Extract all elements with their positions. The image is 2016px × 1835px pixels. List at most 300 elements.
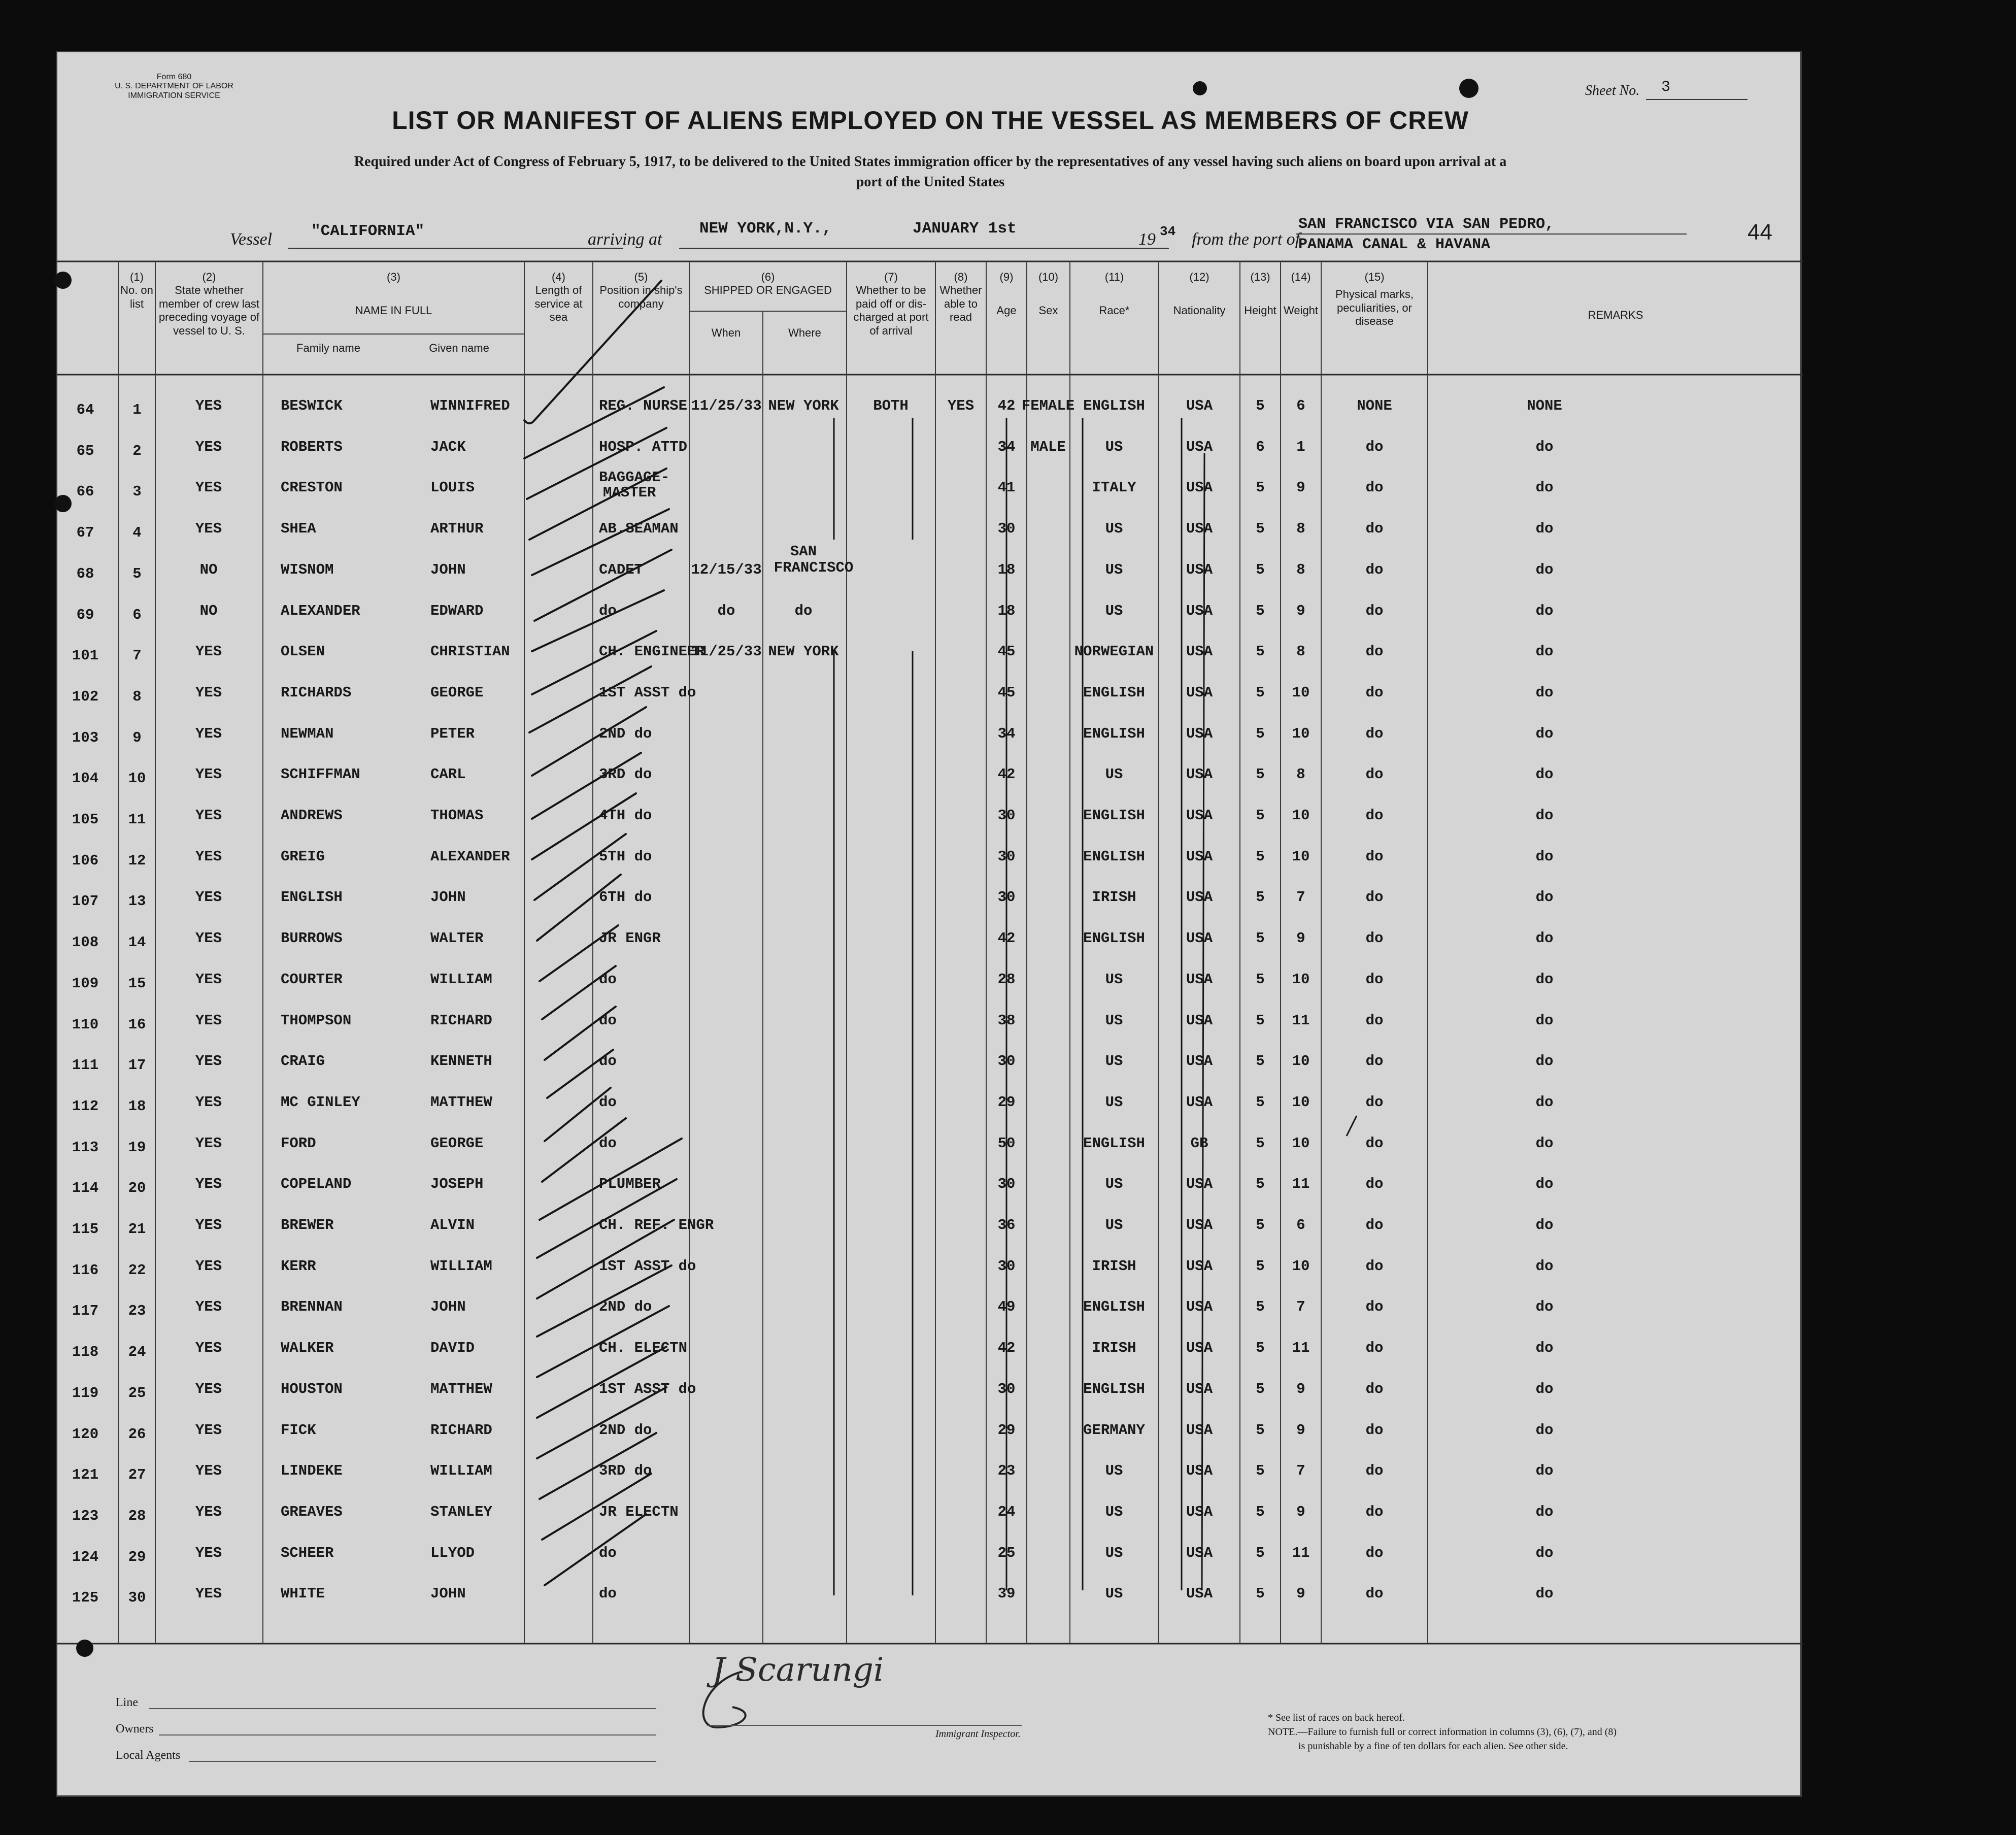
cell-marks: do xyxy=(1365,438,1384,455)
cell-ht: 5 xyxy=(1256,1176,1265,1193)
cell-ref: 107 xyxy=(72,893,99,910)
cell-ht: 5 xyxy=(1256,1503,1265,1520)
cell-ref: 64 xyxy=(76,402,94,418)
cell-age: 34 xyxy=(997,438,1016,455)
cell-pos: CADET xyxy=(599,561,644,578)
cell-race: US xyxy=(1105,1503,1123,1520)
cell-wt: 9 xyxy=(1296,1421,1305,1439)
cell-ref: 65 xyxy=(76,442,94,459)
cell-given: JOHN xyxy=(430,1585,466,1603)
cell-pos: 6TH do xyxy=(599,889,652,906)
cell-prev: YES xyxy=(195,1544,222,1561)
cell-where: do xyxy=(794,602,813,619)
cell-marks: do xyxy=(1365,1093,1384,1111)
cell-no: 16 xyxy=(128,1016,146,1033)
cell-nat: USA xyxy=(1186,643,1213,660)
arrival-date: JANUARY 1st xyxy=(913,220,1017,238)
cell-pos: do xyxy=(599,971,617,988)
cell-race: IRISH xyxy=(1092,1257,1136,1275)
cell-given: JACK xyxy=(430,438,466,455)
col-7-title: Whether to be paid off or dis-charged at port of arrival xyxy=(853,284,929,337)
col-8-number: (8) xyxy=(954,271,968,283)
cell-given: CARL xyxy=(430,766,466,783)
year-suffix: 34 xyxy=(1160,224,1176,239)
cell-age: 30 xyxy=(997,848,1016,865)
cell-ref: 118 xyxy=(72,1344,99,1361)
cell-wt: 9 xyxy=(1296,479,1305,496)
cell-remarks: do xyxy=(1535,1380,1554,1397)
footnote-penalty-1: NOTE.—Failure to furnish full or correct information in columns (3), (6), (7), and (8) xyxy=(1268,1726,1617,1738)
cell-pos: do xyxy=(599,1544,617,1561)
cell-when: 11/25/33 xyxy=(691,397,762,414)
cell-nat: USA xyxy=(1186,1257,1213,1275)
cell-prev: YES xyxy=(195,889,222,906)
cell-no: 5 xyxy=(132,565,142,582)
cell-wt: 6 xyxy=(1296,1217,1305,1233)
cell-ht: 5 xyxy=(1256,684,1265,701)
cell-age: 42 xyxy=(997,1340,1016,1357)
departure-port-line-1: SAN FRANCISCO VIA SAN PEDRO, xyxy=(1298,216,1555,233)
col-7-number: (7) xyxy=(884,271,898,283)
cell-nat: USA xyxy=(1186,807,1213,824)
cell-no: 20 xyxy=(128,1180,146,1197)
cell-family: MC GINLEY xyxy=(281,1093,360,1111)
cell-wt: 11 xyxy=(1292,1176,1310,1193)
cell-nat: USA xyxy=(1186,889,1213,906)
cell-given: MATTHEW xyxy=(430,1380,492,1397)
cell-family: WISNOM xyxy=(281,561,334,578)
cell-ref: 102 xyxy=(72,688,99,705)
cell-marks: do xyxy=(1365,684,1384,701)
cell-given: LLYOD xyxy=(430,1544,475,1561)
arrival-port: NEW YORK,N.Y., xyxy=(699,220,832,238)
cell-no: 7 xyxy=(132,647,142,664)
cell-sex: MALE xyxy=(1030,438,1066,455)
cell-given: LOUIS xyxy=(430,479,475,496)
punch-hole xyxy=(1459,79,1479,98)
cell-no: 9 xyxy=(132,729,142,746)
punch-hole xyxy=(1193,81,1207,95)
cell-ref: 117 xyxy=(72,1303,99,1320)
department-name: U. S. DEPARTMENT OF LABOR xyxy=(115,82,233,91)
cell-ref: 103 xyxy=(72,729,99,746)
cell-no: 28 xyxy=(128,1507,146,1524)
cell-remarks: do xyxy=(1535,643,1554,660)
cell-marks: do xyxy=(1365,643,1384,660)
cell-given: WALTER xyxy=(430,930,484,947)
cell-prev: YES xyxy=(195,930,222,947)
cell-ref: 67 xyxy=(76,524,94,542)
cell-wt: 9 xyxy=(1296,602,1305,619)
cell-remarks: do xyxy=(1535,725,1554,742)
col-15-number: (15) xyxy=(1364,271,1385,283)
cell-given: MATTHEW xyxy=(430,1093,492,1111)
cell-no: 8 xyxy=(132,688,142,705)
col-11-title: Race* xyxy=(1099,304,1130,317)
cell-remarks: do xyxy=(1535,1462,1554,1480)
cell-wt: 7 xyxy=(1296,889,1305,906)
cell-nat: USA xyxy=(1186,971,1213,988)
col-2-header xyxy=(156,271,262,338)
cell-family: ANDREWS xyxy=(281,807,343,824)
cell-nat: USA xyxy=(1186,1093,1213,1111)
cell-wt: 6 xyxy=(1296,397,1305,414)
manifest-subtitle-2: port of the United States xyxy=(856,174,1005,190)
cell-family: KERR xyxy=(281,1257,316,1275)
cell-prev: YES xyxy=(195,725,222,742)
cell-prev: YES xyxy=(195,684,222,701)
col-1-header xyxy=(118,271,155,311)
form-number: Form 680 xyxy=(156,73,192,81)
cell-no: 12 xyxy=(128,852,146,869)
cell-no: 14 xyxy=(128,934,146,951)
cell-given: JOSEPH xyxy=(430,1176,484,1193)
col-6-header xyxy=(689,271,847,297)
inspector-label: Immigrant Inspector. xyxy=(935,1728,1021,1740)
cell-marks: do xyxy=(1365,1380,1384,1397)
col-13-number: (13) xyxy=(1250,271,1270,283)
cell-remarks: do xyxy=(1535,1135,1554,1152)
cell-remarks: do xyxy=(1535,1421,1554,1439)
cell-given: JOHN xyxy=(430,1298,466,1316)
cell-wt: 10 xyxy=(1292,1053,1310,1070)
cell-marks: do xyxy=(1365,889,1384,906)
cell-ht: 5 xyxy=(1256,1544,1265,1561)
footnote-penalty-2: is punishable by a fine of ten dollars for each alien. See other side. xyxy=(1298,1741,1568,1752)
cell-marks: do xyxy=(1365,971,1384,988)
cell-ht: 5 xyxy=(1256,397,1265,414)
cell-wt: 10 xyxy=(1292,1093,1310,1111)
cell-age: 30 xyxy=(997,1053,1016,1070)
cell-race: US xyxy=(1105,438,1123,455)
cell-marks: do xyxy=(1365,1217,1384,1233)
cell-ht: 5 xyxy=(1256,1585,1265,1603)
cell-ref: 120 xyxy=(72,1425,99,1443)
cell-no: 23 xyxy=(128,1303,146,1320)
cell-given: STANLEY xyxy=(430,1503,492,1520)
cell-marks: do xyxy=(1365,1544,1384,1561)
cell-prev: YES xyxy=(195,971,222,988)
cell-pos: BAGGAGE- xyxy=(599,469,670,486)
col-6-number: (6) xyxy=(761,271,775,283)
cell-ht: 5 xyxy=(1256,1093,1265,1111)
cell-nat: USA xyxy=(1186,1053,1213,1070)
cell-ref: 113 xyxy=(72,1139,99,1156)
cell-pos: 1ST ASST do xyxy=(599,1380,696,1397)
cell-family: RICHARDS xyxy=(281,684,352,701)
cell-ref: 104 xyxy=(72,770,99,787)
cell-remarks: do xyxy=(1535,602,1554,619)
cell-pos: 2ND do xyxy=(599,1421,652,1439)
col-4-title: Length of service at sea xyxy=(534,284,583,324)
cell-ht: 6 xyxy=(1256,438,1265,455)
cell-given: KENNETH xyxy=(430,1053,492,1070)
cell-pos: 2ND do xyxy=(599,725,652,742)
cell-family: OLSEN xyxy=(281,643,325,660)
cell-ref: 119 xyxy=(72,1384,99,1402)
cell-prev: YES xyxy=(195,438,222,455)
cell-nat: USA xyxy=(1186,1462,1213,1480)
cell-wt: 11 xyxy=(1292,1340,1310,1357)
cell-ref: 112 xyxy=(72,1097,99,1115)
cell-pos: do xyxy=(599,602,617,619)
cell-prev: YES xyxy=(195,1298,222,1316)
cell-pos: do xyxy=(599,1053,617,1070)
cell-wt: 7 xyxy=(1296,1298,1305,1316)
cell-prev: YES xyxy=(195,1217,222,1233)
vessel-label: Vessel xyxy=(230,230,273,249)
col-14-header xyxy=(1282,271,1320,318)
cell-prev: NO xyxy=(199,602,218,619)
cell-age: 45 xyxy=(997,643,1016,660)
cell-pos: 2ND do xyxy=(599,1298,652,1316)
cell-marks: do xyxy=(1365,930,1384,947)
cell-prev: YES xyxy=(195,766,222,783)
cell-race: IRISH xyxy=(1092,889,1136,906)
cell-no: 11 xyxy=(128,811,146,828)
cell-remarks: do xyxy=(1535,807,1554,824)
cell-pos: CH. ELECTN xyxy=(599,1340,688,1357)
cell-ht: 5 xyxy=(1256,561,1265,578)
cell-age: 30 xyxy=(997,889,1016,906)
cell-ht: 5 xyxy=(1256,1340,1265,1357)
cell-ht: 5 xyxy=(1256,602,1265,619)
cell-ref: 106 xyxy=(72,852,99,869)
cell-marks: do xyxy=(1365,1257,1384,1275)
cell-pos: CH. ENGINEER xyxy=(599,643,705,660)
cell-given: WILLIAM xyxy=(430,971,492,988)
cell-family: HOUSTON xyxy=(281,1380,343,1397)
cell-nat: USA xyxy=(1186,930,1213,947)
vessel-name: "CALIFORNIA" xyxy=(311,222,425,240)
cell-age: 18 xyxy=(997,602,1016,619)
cell-no: 6 xyxy=(132,606,142,623)
cell-nat: USA xyxy=(1186,1380,1213,1397)
cell-family: NEWMAN xyxy=(281,725,334,742)
cell-pos: do xyxy=(599,1135,617,1152)
cell-given: CHRISTIAN xyxy=(430,643,510,660)
cell-race: US xyxy=(1105,520,1123,538)
cell-no: 2 xyxy=(132,442,142,459)
cell-race: ENGLISH xyxy=(1083,807,1145,824)
cell-ht: 5 xyxy=(1256,1012,1265,1029)
cell-remarks: do xyxy=(1535,1503,1554,1520)
cell-remarks: do xyxy=(1535,479,1554,496)
departure-port-line-2: PANAMA CANAL & HAVANA xyxy=(1298,236,1491,253)
cell-family: CRAIG xyxy=(281,1053,325,1070)
cell-paid: BOTH xyxy=(873,397,909,414)
cell-ht: 5 xyxy=(1256,1462,1265,1480)
cell-age: 34 xyxy=(997,725,1016,742)
cell-family: SHEA xyxy=(281,520,316,538)
col-1-number: (1) xyxy=(130,271,144,283)
cell-race: ENGLISH xyxy=(1083,848,1145,865)
cell-ref: 121 xyxy=(72,1466,99,1484)
cell-nat: USA xyxy=(1186,1544,1213,1561)
cell-given: ALVIN xyxy=(430,1217,475,1233)
col-1-title: No. on list xyxy=(120,284,153,310)
inspector-rule xyxy=(707,1725,1022,1726)
cell-nat: USA xyxy=(1186,725,1213,742)
col-5-title: Position in ship's company xyxy=(599,284,683,310)
cell-ht: 5 xyxy=(1256,1135,1265,1152)
inspector-signature: J Scarungi xyxy=(712,1651,884,1689)
cell-no: 15 xyxy=(128,975,146,992)
cell-race: GERMANY xyxy=(1083,1421,1145,1439)
cell-remarks: do xyxy=(1535,889,1554,906)
cell-ref: 110 xyxy=(72,1016,99,1033)
cell-wt: 10 xyxy=(1292,971,1310,988)
cell-wt: 10 xyxy=(1292,807,1310,824)
cell-nat: GB xyxy=(1190,1135,1208,1152)
cell-pos: do xyxy=(599,1585,617,1603)
cell-race: ENGLISH xyxy=(1083,1380,1145,1397)
cell-prev: YES xyxy=(195,643,222,660)
cell-no: 10 xyxy=(128,770,146,787)
cell-no: 29 xyxy=(128,1548,146,1565)
cell-age: 25 xyxy=(997,1544,1016,1561)
manifest-sheet xyxy=(56,51,1802,1797)
cell-age: 45 xyxy=(997,684,1016,701)
cell-marks: do xyxy=(1365,766,1384,783)
line-rule xyxy=(149,1708,656,1709)
cell-age: 49 xyxy=(997,1298,1016,1316)
cell-wt: 9 xyxy=(1296,1585,1305,1603)
cell-prev: YES xyxy=(195,1135,222,1152)
cell-when: 12/15/33 xyxy=(691,561,762,578)
col-12-header xyxy=(1160,271,1239,318)
cell-pos: 3RD do xyxy=(599,766,652,783)
cell-age: 42 xyxy=(997,397,1016,414)
cell-given: EDWARD xyxy=(430,602,484,619)
from-port-label: from the port of xyxy=(1192,230,1300,249)
col-3-number: (3) xyxy=(387,271,400,283)
cell-nat: USA xyxy=(1186,438,1213,455)
cell-wt: 10 xyxy=(1292,725,1310,742)
cell-remarks: do xyxy=(1535,684,1554,701)
cell-family: LINDEKE xyxy=(281,1462,343,1480)
cell-nat: USA xyxy=(1186,1217,1213,1233)
cell-pos: JR ELECTN xyxy=(599,1503,679,1520)
col-10-title: Sex xyxy=(1038,304,1058,317)
year-prefix: 19 xyxy=(1138,230,1156,249)
cell-wt: 9 xyxy=(1296,930,1305,947)
cell-age: 30 xyxy=(997,807,1016,824)
punch-hole xyxy=(54,272,72,289)
cell-age: 28 xyxy=(997,971,1016,988)
col-8-header xyxy=(936,271,985,324)
footnote-races: * See list of races on back hereof. xyxy=(1268,1712,1405,1723)
col-13-title: Height xyxy=(1244,304,1276,317)
cell-wt: 11 xyxy=(1292,1544,1310,1561)
cell-race: US xyxy=(1105,561,1123,578)
cell-remarks: do xyxy=(1535,1544,1554,1561)
cell-prev: YES xyxy=(195,1257,222,1275)
cell-when: do xyxy=(717,602,735,619)
cell-family: CRESTON xyxy=(281,479,343,496)
cell-remarks: NONE xyxy=(1527,397,1562,414)
cell-pos: do xyxy=(599,1012,617,1029)
cell-when: 11/25/33 xyxy=(691,643,762,660)
col-12-number: (12) xyxy=(1189,271,1209,283)
cell-pos: 5TH do xyxy=(599,848,652,865)
cell-prev: YES xyxy=(195,1380,222,1397)
cell-prev: YES xyxy=(195,479,222,496)
cell-prev: YES xyxy=(195,1585,222,1603)
cell-nat: USA xyxy=(1186,1421,1213,1439)
cell-marks: do xyxy=(1365,1340,1384,1357)
cell-ref: 108 xyxy=(72,934,99,951)
punch-hole xyxy=(54,495,72,512)
col-6-title: SHIPPED OR ENGAGED xyxy=(704,284,832,297)
cell-wt: 8 xyxy=(1296,561,1305,578)
cell-pos: 1ST ASST do xyxy=(599,1257,696,1275)
cell-family: FORD xyxy=(281,1135,316,1152)
cell-race: ENGLISH xyxy=(1083,397,1145,414)
col-3b-title: Given name xyxy=(429,342,489,354)
cell-age: 30 xyxy=(997,1257,1016,1275)
col-9-title: Age xyxy=(996,304,1017,317)
cell-race: US xyxy=(1105,1093,1123,1111)
cell-marks: do xyxy=(1365,479,1384,496)
cell-family: ALEXANDER xyxy=(281,602,360,619)
cell-nat: USA xyxy=(1186,848,1213,865)
cell-ht: 5 xyxy=(1256,889,1265,906)
cell-given: JOHN xyxy=(430,561,466,578)
cell-pos: REG. NURSE xyxy=(599,397,688,414)
cell-ref: 66 xyxy=(76,483,94,501)
cell-family: SCHIFFMAN xyxy=(281,766,360,783)
cell-age: 29 xyxy=(997,1093,1016,1111)
cell-race: US xyxy=(1105,1544,1123,1561)
cell-pos: 3RD do xyxy=(599,1462,652,1480)
cell-marks: do xyxy=(1365,848,1384,865)
cell-family: FICK xyxy=(281,1421,316,1439)
col-5-number: (5) xyxy=(634,271,648,283)
cell-age: 39 xyxy=(997,1585,1016,1603)
cell-given: GEORGE xyxy=(430,1135,484,1152)
col-12-title: Nationality xyxy=(1173,304,1226,317)
cell-prev: YES xyxy=(195,1012,222,1029)
cell-prev: YES xyxy=(195,1462,222,1480)
cell-family: BRENNAN xyxy=(281,1298,343,1316)
cell-age: 50 xyxy=(997,1135,1016,1152)
cell-no: 4 xyxy=(132,524,142,542)
cell-family: BREWER xyxy=(281,1217,334,1233)
cell-remarks: do xyxy=(1535,561,1554,578)
cell-ht: 5 xyxy=(1256,1217,1265,1233)
cell-race: NORWEGIAN xyxy=(1074,643,1154,660)
cell-family: ROBERTS xyxy=(281,438,343,455)
col-8-title: Whether able to read xyxy=(939,284,982,324)
arriving-label: arriving at xyxy=(588,230,662,249)
punch-hole xyxy=(76,1640,93,1657)
cell-wt: 9 xyxy=(1296,1380,1305,1397)
col-5-header xyxy=(594,271,688,311)
cell-ht: 5 xyxy=(1256,643,1265,660)
cell-remarks: do xyxy=(1535,1012,1554,1029)
cell-given: THOMAS xyxy=(430,807,484,824)
cell-given: ALEXANDER xyxy=(430,848,510,865)
cell-given: PETER xyxy=(430,725,475,742)
cell-pos-line-2: MASTER xyxy=(603,484,656,502)
cell-race: US xyxy=(1105,1217,1123,1233)
cell-marks: do xyxy=(1365,1053,1384,1070)
cell-ht: 5 xyxy=(1256,479,1265,496)
cell-no: 24 xyxy=(128,1344,146,1361)
signature-flourish xyxy=(671,1651,824,1753)
manifest-title: LIST OR MANIFEST OF ALIENS EMPLOYED ON THE VESSEL AS MEMBERS OF CREW xyxy=(392,106,1469,135)
